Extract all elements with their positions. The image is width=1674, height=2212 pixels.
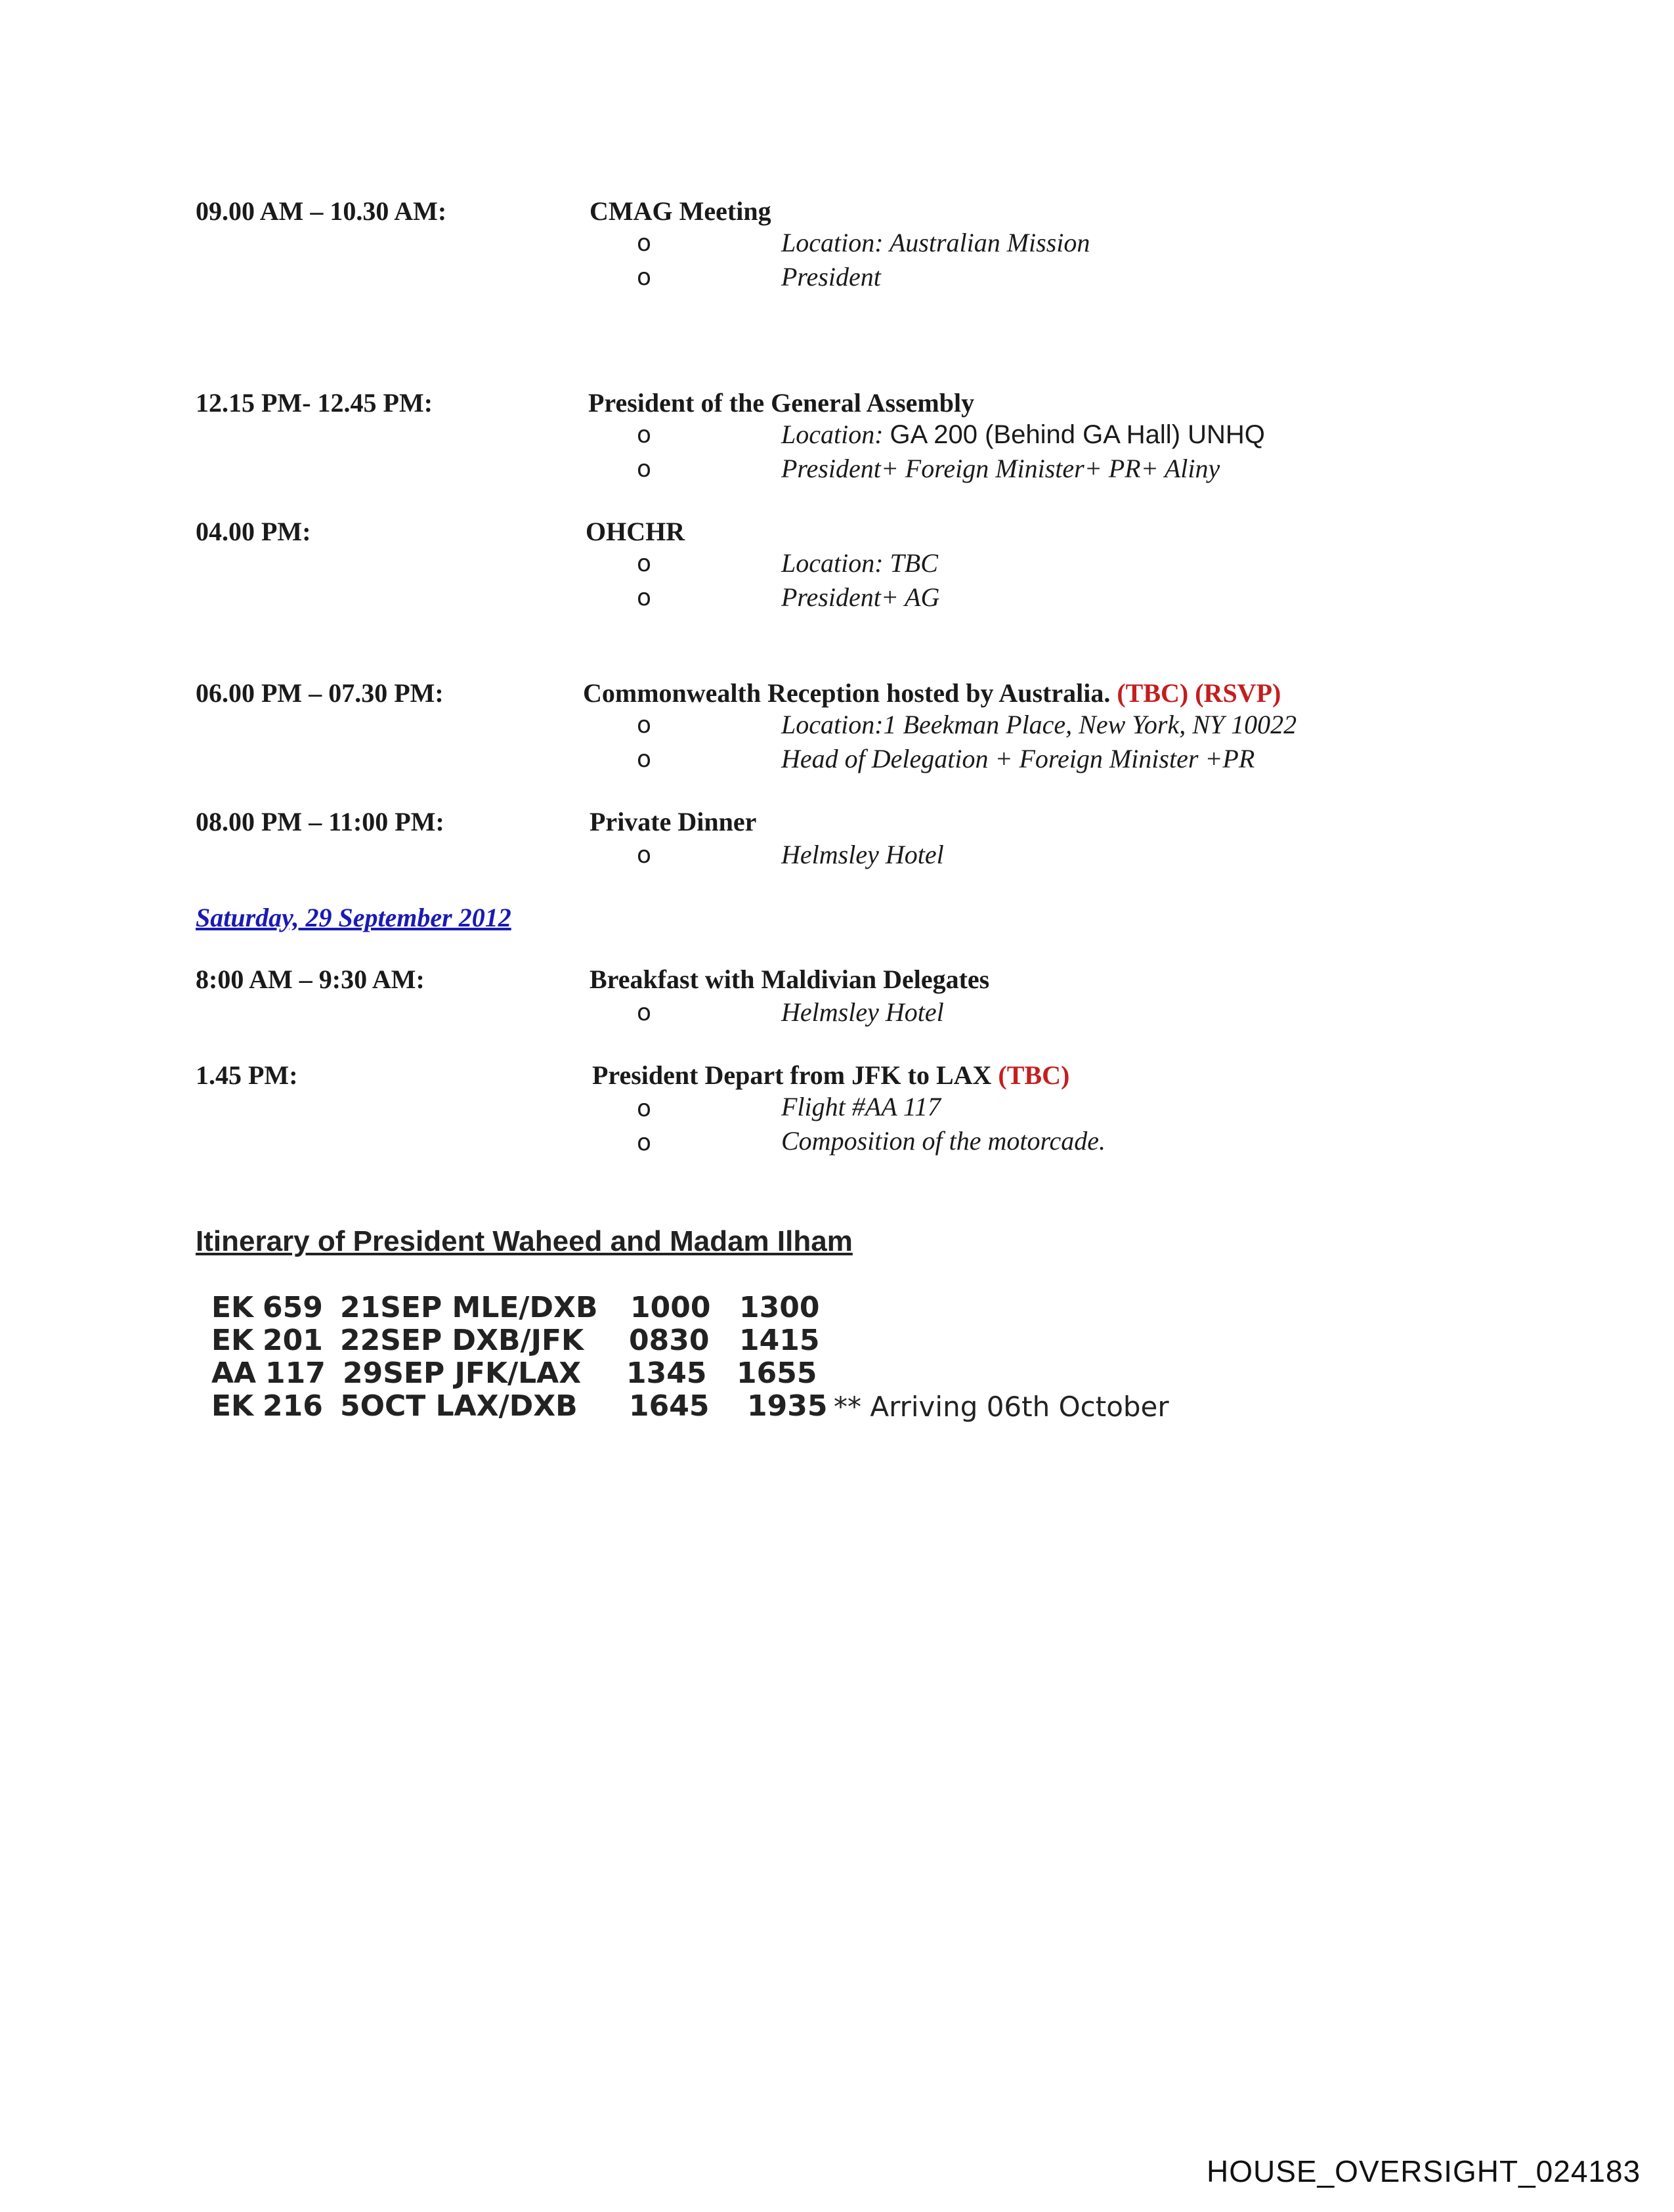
event-time: 8:00 AM – 9:30 AM: — [196, 965, 425, 994]
event-title: OHCHR — [586, 517, 685, 546]
flight-note: ** Arriving 06th October — [834, 1391, 1169, 1423]
flight-number: 117 — [265, 1356, 326, 1390]
flight-depart: 1345 — [626, 1356, 707, 1390]
flight-route: 5OCT LAX/DXB — [340, 1389, 578, 1423]
event-detail: President — [781, 262, 881, 292]
event-detail: Helmsley Hotel — [781, 840, 944, 869]
bullet-icon: o — [637, 999, 652, 1026]
document-id-footer: HOUSE_OVERSIGHT_024183 — [1207, 2154, 1641, 2188]
day-heading: Saturday, 29 September 2012 — [196, 903, 511, 932]
event-title — [592, 1060, 1069, 1091]
flight-airline: EK — [211, 1291, 254, 1324]
bullet-icon: o — [637, 456, 652, 483]
event-time: 08.00 PM – 11:00 PM: — [196, 807, 444, 836]
flight-depart: 0830 — [629, 1324, 710, 1357]
event-detail: Flight #AA 117 — [781, 1092, 941, 1121]
bullet-icon: o — [637, 230, 652, 257]
event-title: President of the General Assembly — [588, 388, 975, 418]
event-detail — [781, 419, 1265, 450]
event-title — [583, 678, 1281, 708]
event-time: 06.00 PM – 07.30 PM: — [196, 678, 444, 708]
flight-depart: 1000 — [630, 1291, 711, 1324]
flight-arrive: 1655 — [737, 1356, 817, 1390]
event-detail-location: GA 200 (Behind GA Hall) UNHQ — [890, 420, 1265, 449]
bullet-icon: o — [637, 584, 652, 611]
event-detail: Location: TBC — [781, 548, 938, 578]
event-detail: Head of Delegation + Foreign Minister +PR — [781, 744, 1255, 773]
event-title: CMAG Meeting — [590, 196, 771, 226]
event-detail: President+ Foreign Minister+ PR+ Aliny — [781, 454, 1220, 483]
event-detail: President+ AG — [781, 582, 940, 612]
flight-arrive: 1415 — [739, 1324, 820, 1357]
event-time: 12.15 PM- 12.45 PM: — [196, 388, 433, 418]
flight-arrive: 1300 — [739, 1291, 820, 1324]
flight-airline: EK — [211, 1389, 254, 1423]
bullet-icon: o — [637, 422, 652, 448]
tbc-status: (TBC) (RSVP) — [1117, 678, 1281, 708]
flight-route: 29SEP JFK/LAX — [343, 1356, 582, 1390]
bullet-icon: o — [637, 746, 652, 773]
bullet-icon: o — [637, 842, 652, 869]
bullet-icon: o — [637, 712, 652, 739]
bullet-icon: o — [637, 550, 652, 577]
event-title-text: President Depart from JFK to LAX — [592, 1060, 992, 1090]
event-time: 04.00 PM: — [196, 517, 311, 546]
bullet-icon: o — [637, 264, 652, 291]
flight-route: 22SEP DXB/JFK — [340, 1324, 584, 1357]
event-detail: Composition of the motorcade. — [781, 1126, 1106, 1156]
tbc-status: (TBC) — [998, 1060, 1070, 1090]
event-time: 1.45 PM: — [196, 1060, 298, 1090]
flight-arrive: 1935 — [747, 1389, 828, 1423]
bullet-icon: o — [637, 1095, 652, 1122]
event-title: Breakfast with Maldivian Delegates — [590, 965, 990, 994]
flight-route: 21SEP MLE/DXB — [340, 1291, 598, 1324]
event-title: Private Dinner — [590, 807, 757, 836]
itinerary-title: Itinerary of President Waheed and Madam Ilham — [196, 1225, 853, 1257]
event-time: 09.00 AM – 10.30 AM: — [196, 196, 447, 226]
flight-airline: AA — [211, 1356, 257, 1390]
flight-number: 216 — [263, 1389, 323, 1423]
event-detail-label: Location: — [781, 420, 884, 449]
flight-airline: EK — [211, 1324, 254, 1357]
event-detail: Location: Australian Mission — [781, 228, 1090, 257]
event-title-text: Commonwealth Reception hosted by Australia. — [583, 678, 1111, 708]
event-detail: Location:1 Beekman Place, New York, NY 10022 — [781, 710, 1297, 739]
bullet-icon: o — [637, 1129, 652, 1156]
event-detail: Helmsley Hotel — [781, 997, 944, 1027]
flight-depart: 1645 — [629, 1389, 710, 1423]
flight-number: 659 — [263, 1291, 323, 1324]
flight-number: 201 — [263, 1324, 323, 1357]
